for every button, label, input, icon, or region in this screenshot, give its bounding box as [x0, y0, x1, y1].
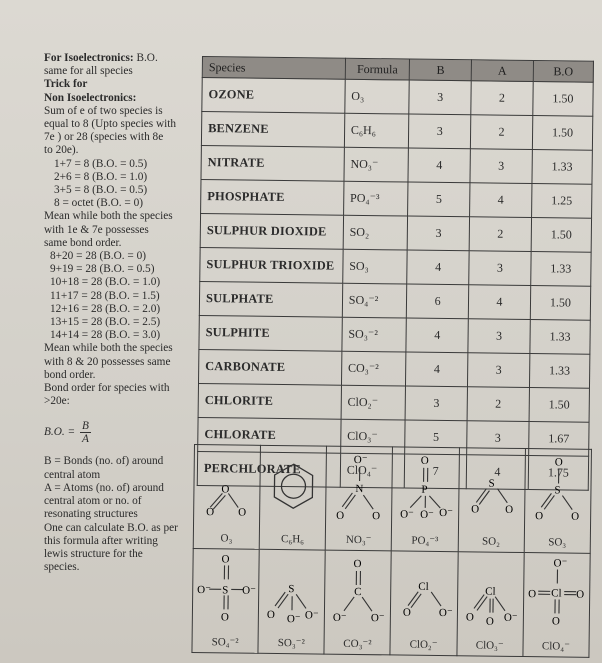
svg-text:O: O	[465, 611, 474, 624]
species-cell: SULPHUR DIOXIDE	[200, 213, 343, 249]
svg-text:O⁻: O⁻	[503, 611, 518, 624]
species-cell: SULPHITE	[199, 315, 342, 351]
equation-line: 13+15 = 28 (B.O. = 2.5)	[50, 316, 161, 329]
structure-caption: NO₃⁻	[345, 533, 372, 547]
notes-line: central atom or no. of	[44, 495, 142, 508]
notes-line: Mean while both the species	[44, 342, 173, 355]
trick-heading-2: Non Isoelectronics:	[44, 91, 137, 104]
species-cell: CHLORATE	[198, 417, 341, 453]
table-row	[200, 247, 591, 286]
notes-line: A = Atoms (no. of) around	[44, 481, 164, 494]
structure-cell-carbonate	[324, 550, 391, 655]
table-row	[199, 281, 590, 320]
svg-text:O⁻: O⁻	[242, 584, 257, 597]
structure-cell-sulphite	[258, 549, 325, 654]
iso-rest: B.O.	[133, 52, 158, 64]
svg-text:S: S	[554, 484, 561, 497]
svg-text:O: O	[206, 506, 215, 519]
notes-line: to 20e).	[44, 144, 79, 157]
iso-heading: For Isoelectronics:	[44, 52, 134, 64]
a-cell: 3	[469, 251, 531, 286]
equation-line: 9+19 = 28 (B.O. = 0.5)	[50, 263, 155, 276]
formula-cell: NO₃⁻	[344, 147, 409, 182]
b-cell: 5	[405, 420, 467, 455]
notes-line: bond order.	[44, 368, 96, 381]
formula-cell: PO₄⁻³	[343, 181, 408, 216]
notes-line: resonating structures	[44, 508, 138, 521]
structure-cell-chlorite	[390, 551, 457, 656]
structure-cell-chlorate	[457, 552, 524, 657]
table-row	[200, 213, 591, 252]
notes-line: Bond order for species with	[44, 382, 170, 395]
structure-caption: O₃	[220, 532, 233, 545]
formula-fraction	[80, 420, 91, 445]
b-cell: 4	[408, 148, 470, 183]
structure-row	[192, 548, 590, 657]
table-row	[198, 349, 589, 388]
a-cell: 4	[466, 455, 528, 490]
notes-line: species.	[44, 561, 80, 574]
svg-text:O: O	[336, 509, 345, 522]
svg-text:O: O	[570, 510, 579, 523]
notes-line: equal to 8 (Upto species with	[44, 118, 177, 131]
svg-text:Cl: Cl	[484, 585, 496, 598]
b-cell: 4	[406, 352, 468, 387]
svg-text:O: O	[220, 611, 229, 624]
structure-cell-phosphate	[392, 447, 459, 552]
a-cell: 3	[468, 353, 530, 388]
b-cell: 3	[407, 216, 469, 251]
structure-cell-ozone	[193, 445, 260, 550]
svg-text:O: O	[403, 606, 412, 619]
svg-text:O⁻: O⁻	[286, 613, 301, 626]
svg-text:O⁻: O⁻	[197, 584, 212, 597]
structure-cell-perchlorate	[523, 553, 590, 658]
table-row	[201, 112, 592, 151]
svg-text:O⁻: O⁻	[354, 453, 368, 467]
structure-caption: C₆H₆	[281, 533, 305, 546]
svg-text:P: P	[421, 483, 429, 496]
svg-text:Cl: Cl	[418, 580, 430, 593]
header-b: B	[410, 59, 472, 81]
structure-cell-so3	[524, 449, 591, 554]
structure-caption: ClO₄⁻	[541, 640, 571, 653]
formula-cell: O₃	[345, 79, 410, 114]
bo-cell: 1.33	[532, 150, 593, 185]
svg-text:O⁻: O⁻	[439, 607, 454, 620]
structure-cell-sulphate	[192, 548, 259, 653]
svg-text:O: O	[470, 503, 479, 516]
bond-order-table	[197, 56, 594, 491]
equation-line: 14+14 = 28 (B.O. = 3.0)	[50, 329, 161, 342]
notes-line: Mean while both the species	[44, 210, 173, 223]
header-formula: Formula	[345, 58, 410, 80]
bo-cell: 1.75	[528, 456, 589, 491]
svg-text:O⁻: O⁻	[333, 611, 348, 624]
bo-cell: 1.67	[529, 422, 590, 457]
svg-text:C: C	[354, 585, 362, 599]
equation-line: 8+20 = 28 (B.O. = 0)	[50, 250, 146, 263]
b-cell: 7	[405, 454, 467, 489]
a-cell: 2	[470, 115, 532, 150]
b-cell: 3	[405, 386, 467, 421]
svg-text:O: O	[267, 608, 276, 622]
svg-text:O⁻: O⁻	[304, 609, 319, 622]
trick-heading-1: Trick for	[44, 78, 88, 91]
notes-line: with 8 & 20 possesses same	[44, 355, 171, 368]
svg-text:Cl: Cl	[550, 587, 562, 600]
a-cell: 3	[470, 149, 532, 184]
formula-cell: C₆H₆	[344, 113, 409, 148]
notes-line: B = Bonds (no. of) around	[44, 455, 164, 468]
bo-cell: 1.50	[529, 388, 590, 423]
svg-text:O: O	[551, 615, 560, 628]
svg-text:O: O	[221, 483, 230, 496]
bo-cell: 1.50	[531, 218, 592, 253]
structure-caption: ClO₂⁻	[409, 638, 438, 651]
notes-line: Sum of e of two species is	[44, 104, 163, 117]
structure-caption: CO₃⁻²	[343, 637, 372, 651]
species-cell: SULPHATE	[199, 281, 342, 317]
svg-text:O⁻: O⁻	[400, 508, 415, 521]
formula-cell: ClO₂⁻	[341, 385, 406, 420]
bo-cell: 1.50	[530, 286, 591, 321]
svg-text:O: O	[421, 454, 430, 467]
b-cell: 6	[407, 284, 469, 319]
svg-text:O⁻: O⁻	[553, 557, 568, 570]
a-cell: 4	[470, 183, 532, 218]
svg-text:O: O	[221, 553, 230, 566]
bond-order-formula	[44, 420, 202, 445]
a-cell: 4	[468, 285, 530, 320]
species-cell: CHLORITE	[198, 383, 341, 419]
formula-denominator: A	[81, 433, 89, 446]
structure-caption: ClO₃⁻	[475, 639, 504, 652]
structure-caption: SO₂	[482, 535, 501, 548]
structure-cell-so2	[458, 448, 525, 553]
bo-cell: 1.33	[531, 252, 592, 287]
structure-caption: SO₃⁻²	[277, 637, 305, 650]
formula-cell: SO₄⁻²	[342, 283, 407, 318]
svg-text:O: O	[238, 506, 247, 519]
left-notes-column	[44, 52, 202, 574]
formula-numerator: B	[81, 420, 89, 433]
notes-line: >20e:	[44, 395, 70, 408]
notes-line: central atom	[44, 468, 101, 481]
svg-text:O: O	[372, 510, 381, 523]
header-species: Species	[202, 57, 345, 80]
svg-text:O: O	[575, 588, 584, 601]
svg-text:S: S	[288, 583, 295, 596]
bo-cell: 1.33	[530, 320, 591, 355]
svg-text:S: S	[222, 584, 229, 597]
svg-text:O: O	[485, 615, 494, 628]
a-cell: 3	[467, 421, 529, 456]
structure-cell-benzene	[259, 445, 326, 550]
structure-caption: SO₄⁻²	[211, 636, 239, 649]
species-cell: PERCHLORATE	[197, 451, 340, 487]
notes-line: same bond order.	[44, 236, 122, 249]
equation-line: 8 = octet (B.O. = 0)	[54, 197, 143, 210]
svg-text:O: O	[527, 588, 536, 601]
header-a: A	[471, 60, 533, 82]
formula-cell: CO₃⁻²	[341, 351, 406, 386]
b-cell: 4	[407, 250, 469, 285]
bo-cell: 1.50	[532, 116, 593, 151]
notes-line: with 1e & 7e possesses	[44, 223, 149, 236]
svg-text:O: O	[353, 557, 362, 571]
a-cell: 2	[467, 387, 529, 422]
bo-cell: 1.25	[531, 184, 592, 219]
svg-text:O: O	[504, 503, 513, 516]
svg-text:N: N	[355, 482, 364, 496]
header-bo: B.O	[533, 61, 593, 83]
table-row	[202, 78, 593, 117]
formula-cell: ClO₄⁻	[340, 453, 405, 488]
notes-line: One can calculate B.O. as per	[44, 521, 178, 534]
equation-line: 10+18 = 28 (B.O. = 1.0)	[50, 276, 161, 289]
species-cell: SULPHUR TRIOXIDE	[200, 247, 343, 283]
svg-text:O: O	[554, 456, 563, 469]
formula-cell: SO₂	[343, 215, 408, 250]
formula-cell: SO₃⁻²	[342, 317, 407, 352]
notes-line: this formula after writing	[44, 534, 158, 547]
notes-line: same for all species	[44, 65, 133, 78]
svg-text:O⁻: O⁻	[439, 507, 454, 520]
structure-caption: SO₃	[548, 536, 567, 549]
svg-text:O⁻: O⁻	[420, 508, 435, 521]
a-cell: 2	[471, 81, 533, 116]
species-cell: PHOSPHATE	[201, 179, 344, 215]
svg-text:O⁻: O⁻	[371, 612, 386, 625]
species-cell: OZONE	[202, 78, 345, 114]
b-cell: 5	[408, 182, 470, 217]
svg-text:O: O	[534, 510, 543, 523]
notes-line: 7e ) or 28 (species with 8e	[44, 131, 164, 144]
bo-cell: 1.50	[533, 82, 594, 117]
table-row	[201, 179, 592, 218]
bo-cell: 1.33	[529, 354, 590, 389]
equation-line: 1+7 = 8 (B.O. = 0.5)	[54, 157, 148, 170]
equation-line: 2+6 = 8 (B.O. = 1.0)	[54, 170, 148, 183]
formula-lhs: B.O. =	[44, 426, 76, 439]
structure-row	[193, 445, 591, 554]
svg-text:S: S	[488, 477, 495, 490]
a-cell: 3	[468, 319, 530, 354]
lewis-structure-grid	[191, 444, 592, 658]
b-cell: 3	[409, 80, 471, 115]
b-cell: 4	[406, 318, 468, 353]
formula-cell: SO₃	[343, 249, 408, 284]
formula-cell: ClO₃⁻	[340, 419, 405, 454]
table-row	[199, 315, 590, 354]
structure-cell-nitrate	[326, 446, 393, 551]
equation-line: 11+17 = 28 (B.O. = 1.5)	[50, 289, 160, 302]
table-row	[201, 145, 592, 184]
notes-line: lewis structure for the	[44, 547, 143, 560]
a-cell: 2	[469, 217, 531, 252]
structure-caption: PO₄⁻³	[411, 534, 439, 547]
b-cell: 3	[409, 114, 471, 149]
species-cell: CARBONATE	[198, 349, 341, 385]
table-row	[198, 383, 589, 422]
species-cell: BENZENE	[201, 112, 344, 148]
species-cell: NITRATE	[201, 145, 344, 181]
equation-line: 3+5 = 8 (B.O. = 0.5)	[54, 184, 148, 197]
equation-line: 12+16 = 28 (B.O. = 2.0)	[50, 302, 161, 315]
